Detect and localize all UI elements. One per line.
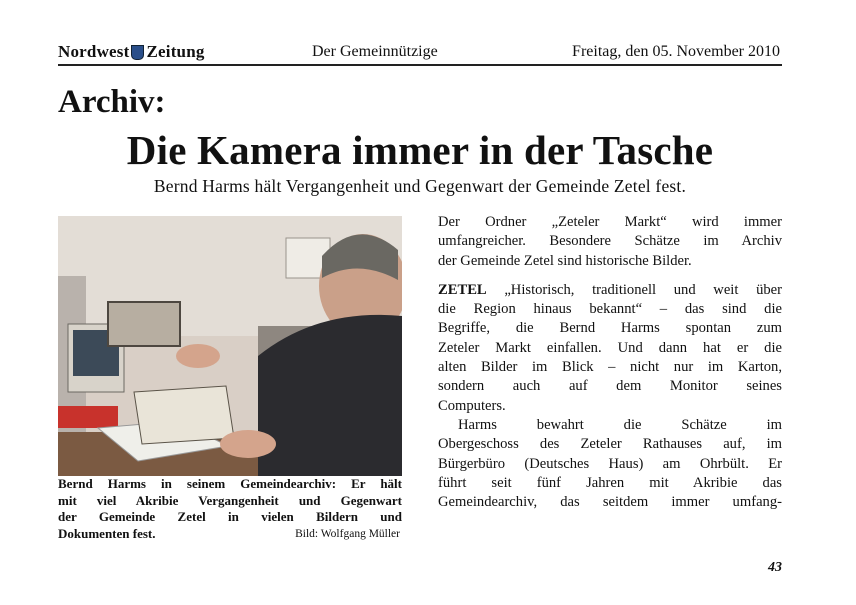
article-lead xyxy=(438,213,782,271)
dateline: ZETEL xyxy=(438,281,487,298)
photo-credit: Bild: Wolfgang Müller xyxy=(295,528,400,541)
section-title: Der Gemeinnützige xyxy=(312,43,438,60)
article-subheadline: Bernd Harms hält Vergangenheit und Gegenwart der Gemeinde Zetel fest. xyxy=(153,176,687,196)
caption-line: Dokumenten fest. xyxy=(58,526,156,542)
photo-illustration xyxy=(58,216,402,476)
body-line: Zeteler Markt einfallen. Und dann hat er die xyxy=(438,339,782,356)
body-line: Bürgerbüro (Deutsches Haus) am Ohrbült. Er xyxy=(438,455,782,472)
lead-line: der Gemeinde Zetel sind historische Bilder. xyxy=(438,252,692,269)
body-line: alten Bilder im Blick – nicht nur im Karton, xyxy=(438,359,782,376)
body-line: Harms bewahrt die Schätze im xyxy=(458,416,782,433)
article-headline: Die Kamera immer in der Tasche xyxy=(126,127,714,173)
article-body xyxy=(438,213,782,512)
issue-date: Freitag, den 05. November 2010 xyxy=(572,43,780,60)
masthead-logo xyxy=(58,42,205,62)
body-line: „Historisch, traditionell und weit über xyxy=(486,281,782,298)
body-line: Gemeindearchiv, das seitdem immer umfang- xyxy=(438,494,782,511)
body-line: Computers. xyxy=(438,397,506,414)
crest-icon xyxy=(131,45,144,60)
caption-line: der Gemeinde Zetel in vielen Bildern und xyxy=(58,509,402,525)
body-paragraph-2 xyxy=(438,416,782,512)
masthead-right: Zeitung xyxy=(146,42,205,61)
body-paragraph-1 xyxy=(438,281,782,416)
masthead-left: Nordwest xyxy=(58,42,130,61)
caption-line: mit viel Akribie Vergangenheit und Gegenwart xyxy=(58,492,402,508)
body-line: führt seit fünf Jahren mit Akribie das xyxy=(438,474,782,491)
body-line: Begriffe, die Bernd Harms spontan zum xyxy=(438,320,782,337)
body-line: sondern auch auf dem Monitor seines xyxy=(438,378,782,395)
article-photo xyxy=(58,216,402,476)
lead-line: umfangreicher. Besondere Schätze im Archiv xyxy=(438,233,782,250)
photo-caption xyxy=(58,476,402,543)
page-number: 43 xyxy=(768,560,782,575)
caption-line: Bernd Harms in seinem Gemeindearchiv: Er hält xyxy=(58,476,402,491)
body-line: die Region hinaus bekannt“ – das sind die xyxy=(438,301,782,318)
lead-line: Der Ordner „Zeteler Markt“ wird immer xyxy=(438,214,782,230)
newspaper-header xyxy=(58,38,782,66)
article-kicker: Archiv: xyxy=(58,84,166,120)
body-line: Obergeschoss des Zeteler Rathauses auf, im xyxy=(438,436,782,453)
